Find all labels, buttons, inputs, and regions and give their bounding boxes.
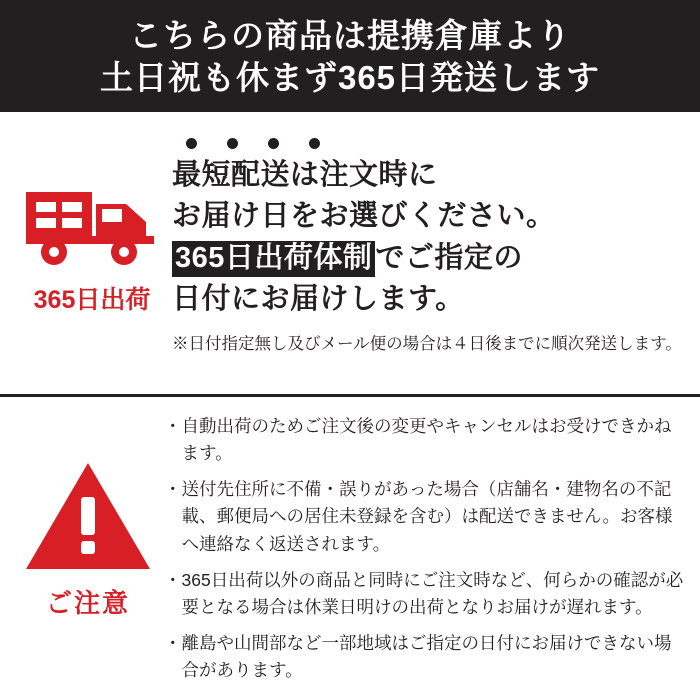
caution-section [0, 397, 700, 697]
truck-badge [12, 120, 172, 388]
list-item [164, 630, 686, 684]
dot-4 [309, 138, 320, 149]
truck-badge-label: 365日出荷 [33, 286, 151, 314]
list-item-text: 送付先住所に不備・誤りがあった場合（店舗名・建物名の不記載、郵便局への居住未登録を含む）は配送できません。お客様へ連絡なく返送されます。 [181, 479, 673, 554]
dot-1 [186, 138, 197, 149]
list-item-text: 365日出荷以外の商品と同時にご注文時など、何らかの確認が必要となる場合は休業日明けの出荷となりお届けが遅れます。 [181, 569, 684, 617]
delivery-line-1: 最短配送は注文時に [172, 159, 438, 191]
list-item-text: 離島や山間部など一部地域はご指定の日付にお届けできない場合があります。 [181, 632, 672, 680]
caution-list [164, 407, 686, 697]
bullet-mark: ・ [164, 632, 182, 653]
header-line-2: 土日祝も休まず365日発送します [99, 59, 601, 96]
banner-header [0, 0, 700, 112]
list-item [164, 413, 686, 467]
bullet-mark: ・ [164, 569, 182, 590]
delivery-note: ※日付指定無し及びメール便の場合は４日後までに順次発送します。 [172, 334, 682, 353]
delivery-highlight: 365日出荷体制 [172, 241, 375, 277]
dot-3 [268, 138, 279, 149]
bullet-mark: ・ [164, 479, 182, 500]
delivery-line-2: お届け日をお選びください。 [172, 200, 556, 233]
delivery-text-block [172, 120, 688, 388]
delivery-line-3 [172, 238, 688, 279]
list-item [164, 567, 686, 621]
caution-badge [12, 407, 164, 697]
delivery-truck-icon [24, 178, 160, 270]
header-line-1: こちらの商品は提携倉庫より [129, 16, 571, 54]
bullet-mark: ・ [164, 416, 182, 436]
decorative-dots [186, 138, 688, 149]
delivery-line-4: 日付にお届けします。 [172, 283, 465, 316]
dot-2 [227, 138, 238, 149]
warning-triangle-icon [22, 459, 154, 575]
delivery-section [0, 112, 700, 397]
delivery-line-3-rest: でご指定の [375, 241, 523, 274]
caution-badge-label: ご注意 [45, 588, 130, 618]
list-item-text: 自動出荷のためご注文後の変更やキャンセルはお受けできかねます。 [181, 416, 672, 464]
list-item [164, 476, 686, 557]
